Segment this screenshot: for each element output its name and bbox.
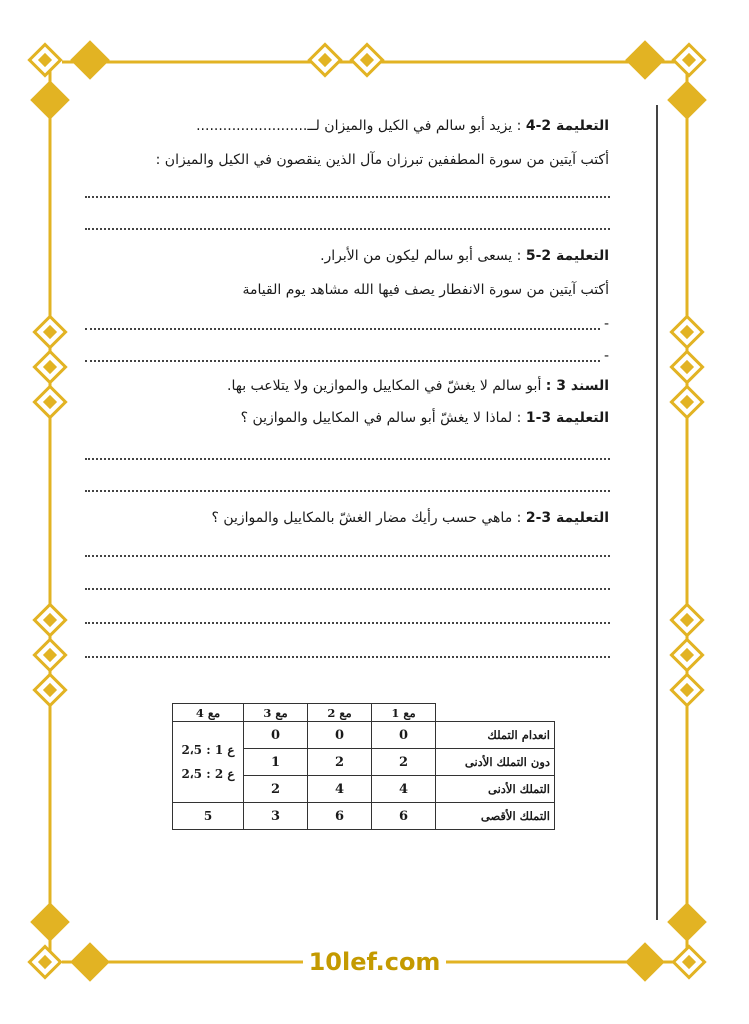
table-cell: 3 [244,803,308,830]
answer-line [85,458,610,460]
bullet-dash: - [604,316,610,332]
table-cell: 1 [244,749,308,776]
answer-line [85,555,610,557]
criterion-4-line-1: ع 1 : 2،5 [181,743,235,757]
answer-line [85,656,610,658]
table-cell: 6 [372,803,436,830]
row-label: التملك الأقصى [436,803,555,830]
table-cell: 0 [244,722,308,749]
criterion-4-line-2: ع 2 : 2،5 [181,767,235,781]
instruction-2-4-text: : يزيد أبو سالم في الكيل والميزان لــ......................... [196,118,526,134]
answer-line [85,622,610,624]
instruction-2-5-label: التعليمة 2-5 [525,248,609,264]
site-watermark-text: 10lef.com [303,948,447,976]
instruction-3-1-line [241,410,609,426]
site-watermark [0,948,749,976]
header-criterion-1: مع 1 [372,704,436,722]
table-cell: 6 [308,803,372,830]
instruction-2-5-text: : يسعى أبو سالم ليكون من الأبرار. [320,248,526,264]
bullet-dash: - [604,348,610,364]
row-label: دون التملك الأدنى [436,749,555,776]
criterion-4-merged-cell [173,722,244,803]
instruction-2-4-label: التعليمة 2-4 [525,118,609,134]
instruction-3-2-text: : ماهي حسب رأيك مضار الغشّ بالمكاييل والموازين ؟ [211,510,526,526]
instruction-2-4-task: أكتب آيتين من سورة المطففين تبرزان مآل الذين ينقصون في الكيل والميزان : [155,152,609,168]
table-cell: 0 [372,722,436,749]
table-cell: 0 [308,722,372,749]
table-corner [436,704,555,722]
table-cell: 4 [308,776,372,803]
answer-line [85,196,610,198]
answer-line [85,360,600,362]
table-row [173,722,555,749]
table-header-row [173,704,555,722]
answer-line [85,228,610,230]
instruction-3-1-text: : لماذا لا يغشّ أبو سالم في المكاييل والموازين ؟ [240,410,526,426]
instruction-2-5-task: أكتب آيتين من سورة الانفطار يصف فيها الله مشاهد يوم القيامة [242,282,609,298]
table-cell: 2 [372,749,436,776]
row-label: التملك الأدنى [436,776,555,803]
support-3-text: أبو سالم لا يغشّ في المكاييل والموازين ولا يتلاعب بها. [227,378,546,394]
header-criterion-4: مع 4 [173,704,244,722]
margin-vertical-line [656,105,658,920]
answer-line [85,588,610,590]
table-cell: 2 [244,776,308,803]
support-3-line [227,378,609,394]
instruction-3-1-label: التعليمة 3-1 [525,410,609,426]
support-3-label: السند 3 : [545,378,609,394]
table-cell: 2 [308,749,372,776]
table-cell: 4 [372,776,436,803]
header-criterion-3: مع 3 [244,704,308,722]
answer-line [85,328,600,330]
table-row [173,803,555,830]
instruction-3-2-label: التعليمة 3-2 [525,510,609,526]
answer-line [85,490,610,492]
instruction-2-5-line [320,248,609,264]
header-criterion-2: مع 2 [308,704,372,722]
row-label: انعدام التملك [436,722,555,749]
table-cell: 5 [173,803,244,830]
instruction-2-4-line [196,118,609,134]
instruction-3-2-line [211,510,609,526]
grading-criteria-table [172,703,555,830]
